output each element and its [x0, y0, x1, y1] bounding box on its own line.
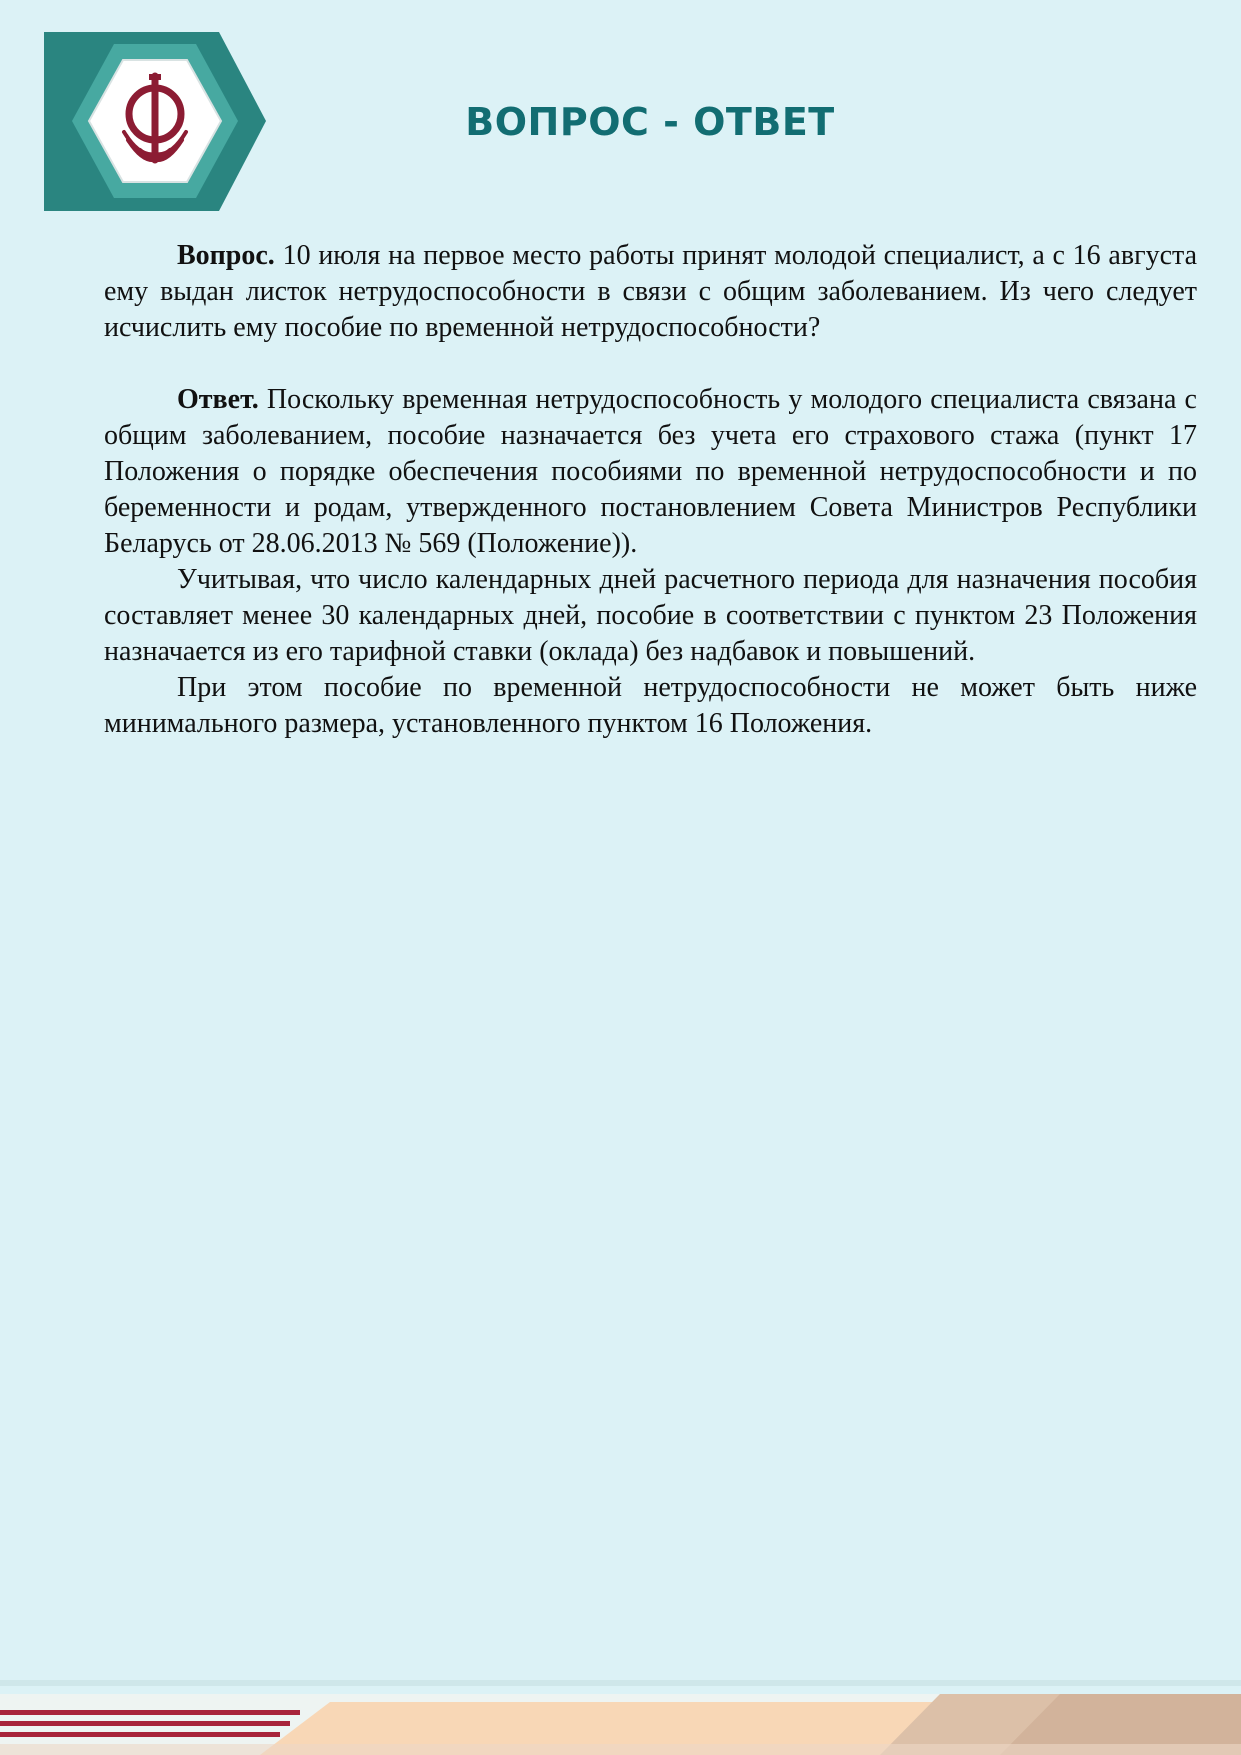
answer-label: Ответ. — [177, 384, 259, 415]
answer-paragraph-2: Учитывая, что число календарных дней расчетного периода для назначения пособия составляет менее 30 календарных дней, пособие в соответствии с пунктом 23 Положения назначается из его тарифной ставки (оклада) без надбавок и повышений. — [104, 564, 1197, 667]
question-text: 10 июля на первое место работы принят молодой специалист, а с 16 августа ему выдан листок нетрудоспособности в связи с общим заболеванием. Из чего следует исчислить ему пособие по временной нетрудоспособности? — [104, 240, 1197, 343]
answer-paragraph — [104, 382, 1197, 562]
document-body — [104, 238, 1197, 742]
page-title: ВОПРОС - ОТВЕТ — [465, 100, 835, 144]
answer-paragraph-3: При этом пособие по временной нетрудоспособности не может быть ниже минимального размера, установленного пунктом 16 Положения. — [104, 672, 1197, 739]
fund-emblem-icon — [44, 32, 266, 211]
question-label: Вопрос. — [177, 240, 275, 271]
answer-text: Поскольку временная нетрудоспособность у молодого специалиста связана с общим заболеванием, пособие назначается без учета его страхового стажа (пункт 17 Положения о порядке обеспечения пособиями по временной нетрудоспособности и по беременности и родам, утвержденного постановлением Совета Министров Республики Беларусь от 28.06.2013 № 569 (Положение)). — [104, 384, 1197, 559]
footer-decoration — [0, 1680, 1241, 1755]
question-paragraph — [104, 238, 1197, 346]
